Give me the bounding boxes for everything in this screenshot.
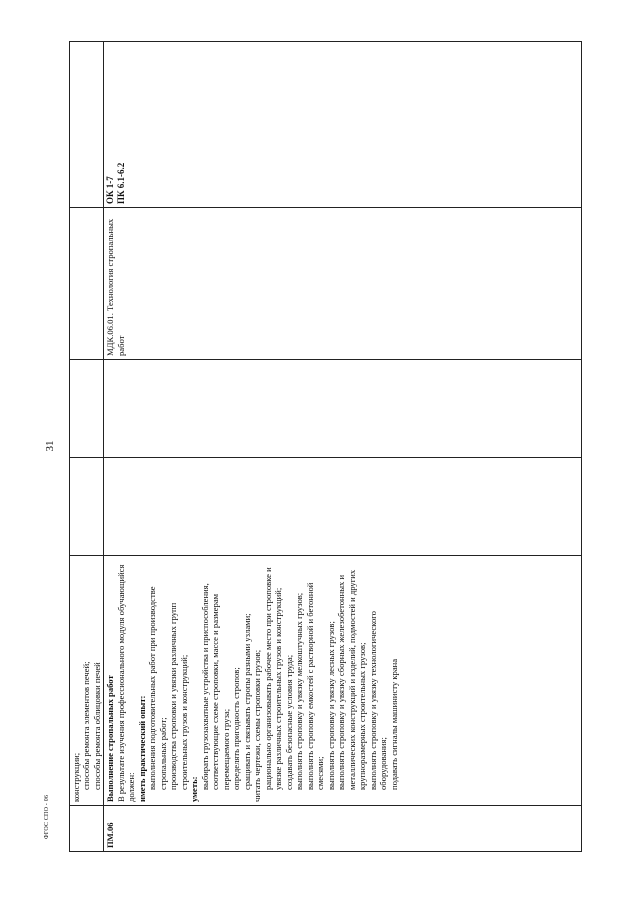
experience-item-1: выполнения подготовительных работ при производстве стропальных работ; (147, 586, 168, 790)
experience-heading: иметь практический опыт: (136, 695, 147, 802)
skill-item-7: выполнять строповку и увязку мелкоштучных грузов; (294, 592, 305, 790)
skill-item-4: читать чертежи, схемы строповки грузов; (252, 649, 263, 802)
prev-code-cell (70, 806, 104, 852)
footer-standard-code: ФГОС СПО - 06 (44, 794, 50, 840)
skill-item-11: выполнять строповку и увязку технологического оборудования; (367, 611, 389, 790)
prev-cell-mdk (70, 208, 104, 360)
document-table-frame (69, 42, 582, 852)
skill-item-3: сращивать и связывать стропы разными узлами; (241, 613, 252, 790)
curriculum-table (69, 41, 582, 852)
prev-line-3: способы ремонта облицовки печей (91, 662, 102, 790)
prev-cell-4 (70, 360, 104, 458)
rotated-table-container (69, 42, 582, 852)
prev-cell-ok (70, 42, 104, 208)
skill-item-8: выполнять строповку емкостей с растворной и бетонной смесями; (304, 582, 326, 790)
skill-item-6: создавать безопасные условия труда; (283, 654, 294, 790)
module-code-cell: ПМ.06 (104, 806, 582, 852)
page-number: 31 (44, 440, 56, 452)
skill-item-9: выполнять строповку и увязку лесных грузов; (325, 621, 336, 790)
table-row-previous (70, 42, 104, 852)
module-cell-3 (104, 458, 582, 556)
prev-content-cell (70, 556, 104, 806)
competency-ok: ОК 1-7 (105, 176, 116, 204)
skill-item-5: рационально организовывать рабочее место при строповке и увязке различных строительных грузов и конструкций; (262, 567, 284, 790)
skills-heading: уметь: (189, 776, 200, 802)
prev-line-1: конструкции; (71, 752, 81, 802)
prev-line-2: способы ремонта элементов печей; (81, 661, 92, 790)
skill-item-1: выбирать грузозахватные устройства и приспособления, соответствующие схеме строповки, массе и размерам перемещаемого груза; (199, 583, 231, 790)
module-intro: В результате изучения профессионального модуля обучающийся должен: (115, 564, 137, 802)
module-cell-4 (104, 360, 582, 458)
module-title: Выполнение стропальных работ (105, 675, 116, 802)
prev-cell-3 (70, 458, 104, 556)
competencies-cell (104, 42, 582, 208)
mdk-cell: МДК.06.01. Технология стропальных работ (104, 208, 582, 360)
table-row-pm06 (104, 42, 582, 852)
competency-pk: ПК 6.1-6.2 (116, 162, 127, 204)
skill-item-2: определять пригодность стропов; (231, 667, 242, 790)
module-content-cell (104, 556, 582, 806)
skill-item-10: выполнять строповку и увязку сборных железобетонных и металлических конструкций и изделий, подмостей и других крупноразмерных строительных грузов; (336, 569, 368, 790)
experience-item-2: производства строповки и увязки различных групп строительных грузов и конструкций; (168, 602, 189, 790)
skill-item-12: подавать сигналы машинисту крана (388, 658, 399, 790)
